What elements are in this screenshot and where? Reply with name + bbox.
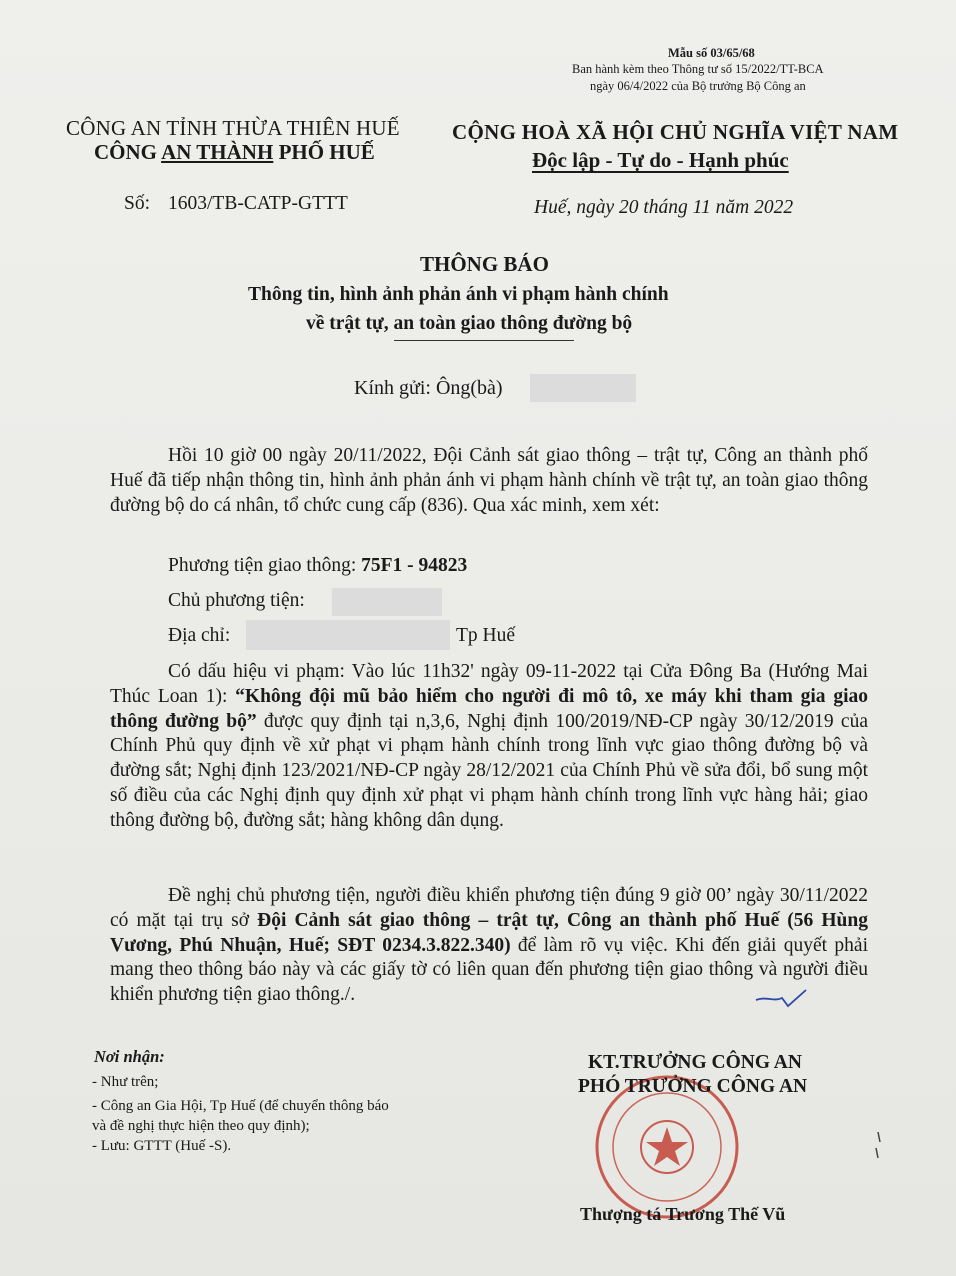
vehicle-line: Phương tiện giao thông: 75F1 - 94823 [168,555,468,576]
recipients-title: Nơi nhận: [94,1047,165,1066]
doc-title: THÔNG BÁO [420,252,549,276]
place-date: Huế, ngày 20 tháng 11 năm 2022 [534,197,794,218]
redacted-owner [332,588,442,616]
address-line: Địa chỉ: [168,625,231,646]
request-paragraph: Đề nghị chủ phương tiện, người điều khiển phương tiện đúng 9 giờ 00’ ngày 30/11/2022 có mặt tại trụ sở Đội Cảnh sát giao thông – trật tự, Công an thành phố Huế (56 Hùng Vương, Phú Nhuận, Huế; SĐT 0234.3.822.340) để làm rõ vụ việc. Khi đến giải quyết phải mang theo thông báo này và các giấy tờ có liên quan đến phương tiện giao thông và người điều khiển phương tiện giao thông./. [110,885,868,1006]
title-underline [394,340,574,341]
org-line1: CÔNG AN TỈNH THỪA THIÊN HUẾ [66,116,400,140]
signature-title-line2: PHÓ TRƯỞNG CÔNG AN [578,1076,808,1097]
doc-subtitle-line2: về trật tự, an toàn giao thông đường bộ [306,313,633,334]
recipient-item: - Lưu: GTTT (Huế -S). [92,1138,232,1154]
recipient-item: - Như trên; [92,1074,159,1090]
intro-paragraph: Hồi 10 giờ 00 ngày 20/11/2022, Đội Cảnh sát giao thông – trật tự, Công an thành phố Huế đã tiếp nhận thông tin, hình ảnh phản ánh vi phạm hành chính về trật tự, an toàn giao thông đường bộ do cá nhân, tổ chức cung cấp (836). Qua xác minh, xem xét: [110,445,868,516]
org-line2: CÔNG AN THÀNH PHỐ HUẾ [94,140,375,164]
doc-number: Số: 1603/TB-CATP-GTTT [124,193,348,214]
vehicle-plate: 75F1 - 94823 [361,555,468,576]
form-issued-line2: ngày 06/4/2022 của Bộ trưởng Bộ Công an [590,79,806,93]
form-issued-line1: Ban hành kèm theo Thông tư số 15/2022/TT-BCA [572,62,824,76]
nation-line1: CỘNG HOÀ XÃ HỘI CHỦ NGHĨA VIỆT NAM [452,120,899,144]
recipient-item: và đề nghị thực hiện theo quy định); [92,1118,310,1134]
ink-mark [870,1130,886,1160]
recipient-item: - Công an Gia Hội, Tp Huế (để chuyển thông báo [92,1098,389,1114]
redacted-name [530,374,636,402]
ink-tick-mark [752,986,812,1010]
owner-line: Chủ phương tiện: [168,590,305,611]
address-city: Tp Huế [456,625,516,646]
greeting: Kính gửi: Ông(bà) [354,377,503,399]
signature-title-line1: KT.TRƯỞNG CÔNG AN [588,1052,802,1073]
form-code: Mẫu số 03/65/68 [668,46,755,60]
redacted-address [246,620,450,650]
violation-paragraph: Có dấu hiệu vi phạm: Vào lúc 11h32' ngày 09-11-2022 tại Cửa Đông Ba (Hướng Mai Thúc Loan 1): “Không đội mũ bảo hiểm cho người đi mô tô, xe máy khi tham gia giao thông đường bộ” được quy định tại n,3,6, Nghị định 100/2019/NĐ-CP ngày 30/12/2019 của Chính Phủ quy định về xử phạt vi phạm hành chính trong lĩnh vực giao thông đường bộ và đường sắt; Nghị định 123/2021/NĐ-CP ngày 28/12/2021 của Chính Phủ về sửa đổi, bổ sung một số điều của các Nghị định quy định xử phạt vi phạm hành chính trong lĩnh vực hàng hải; giao thông đường bộ, đường sắt; hàng không dân dụng. [110,661,868,831]
nation-motto: Độc lập - Tự do - Hạnh phúc [532,148,789,172]
signer-name: Thượng tá Trương Thế Vũ [580,1204,786,1224]
doc-subtitle-line1: Thông tin, hình ảnh phản ánh vi phạm hành chính [248,284,669,305]
